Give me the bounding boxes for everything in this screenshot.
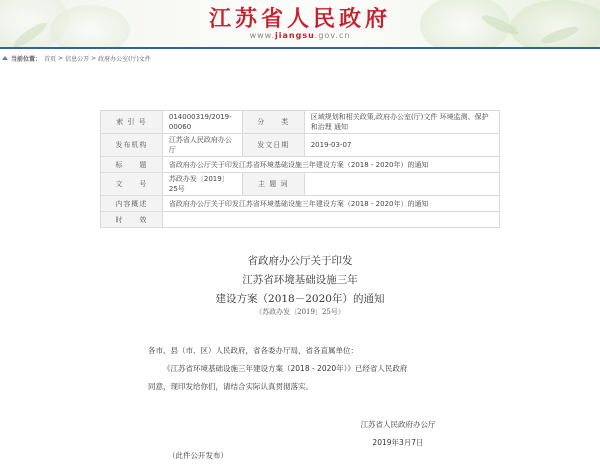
breadcrumb-item-home[interactable]: 首页 <box>44 55 57 63</box>
docno-label: 文 号 <box>101 173 163 196</box>
table-row <box>101 196 500 212</box>
release-note: （此件公开发布） <box>168 451 228 460</box>
url-suffix: .gov.cn <box>314 31 351 40</box>
table-row <box>101 111 500 134</box>
title-label: 标 题 <box>101 157 163 173</box>
table-row <box>101 134 500 157</box>
index-label: 索 引 号 <box>101 111 163 134</box>
breadcrumb <box>0 49 600 67</box>
body-paragraph-line-1: 《江苏省环境基础设施三年建设方案（2018 - 2020年）》已经省人民政府 <box>163 364 408 373</box>
document-number: （苏政办发〔2019〕25号） <box>255 308 345 316</box>
site-title-logo[interactable]: 江苏省人民政府 <box>208 6 391 32</box>
document-title-line-1: 省政府办公厅关于印发 <box>247 255 353 267</box>
breadcrumb-item-office-documents[interactable]: 政府办公室(厅)文件 <box>98 55 151 63</box>
signature-date: 2019年3月7日 <box>372 438 424 447</box>
signature-block <box>350 416 446 452</box>
validity-value <box>162 212 499 228</box>
document-metadata-table <box>100 110 500 228</box>
site-url <box>0 31 600 40</box>
breadcrumb-item-info-disclosure[interactable]: 信息公开 <box>65 55 90 63</box>
publisher-value: 江苏省人民政府办公厅 <box>162 134 242 157</box>
keywords-value <box>304 173 499 196</box>
breadcrumb-separator: > <box>91 54 97 62</box>
breadcrumb-lead: 当前位置： <box>11 55 42 63</box>
document-title-line-3: 建设方案（2018－2020年）的通知 <box>215 293 385 305</box>
body-paragraph-line-2: 同意，现印发给你们，请结合实际认真贯彻落实。 <box>148 382 313 391</box>
url-prefix: www. <box>249 31 276 40</box>
date-value: 2019-03-07 <box>304 134 499 157</box>
url-highlight: jiangsu <box>275 31 315 40</box>
summary-label: 内容概述 <box>101 196 163 212</box>
title-value: 省政府办公厅关于印发江苏省环境基础设施三年建设方案（2018 - 2020年）的通知 <box>162 157 499 173</box>
category-label: 分 类 <box>242 111 304 134</box>
site-header-banner <box>0 0 600 47</box>
docno-value: 苏政办发〔2019〕25号 <box>162 173 242 196</box>
summary-value: 省政府办公厅关于印发江苏省环境基础设施三年建设方案（2018 - 2020年）的通知 <box>162 196 499 212</box>
table-row <box>101 173 500 196</box>
document-title <box>0 252 600 309</box>
home-icon <box>2 56 8 60</box>
salutation: 各市、县（市、区）人民政府，省各委办厅局，省各直属单位： <box>148 346 358 355</box>
signature-org: 江苏省人民政府办公厅 <box>360 420 436 429</box>
document-body <box>148 342 468 396</box>
date-label: 发文日期 <box>242 134 304 157</box>
index-value: 014000319/2019-00060 <box>162 111 242 134</box>
keywords-label: 主 题 词 <box>242 173 304 196</box>
table-row <box>101 212 500 228</box>
validity-label: 时 效 <box>101 212 163 228</box>
breadcrumb-separator: > <box>58 54 64 62</box>
publisher-label: 发布机构 <box>101 134 163 157</box>
category-value: 区域规划和相关政策,政府办公室(厅)文件 环境监测、保护和治理 通知 <box>304 111 499 134</box>
table-row <box>101 157 500 173</box>
document-title-line-2: 江苏省环境基础设施三年 <box>242 274 358 286</box>
